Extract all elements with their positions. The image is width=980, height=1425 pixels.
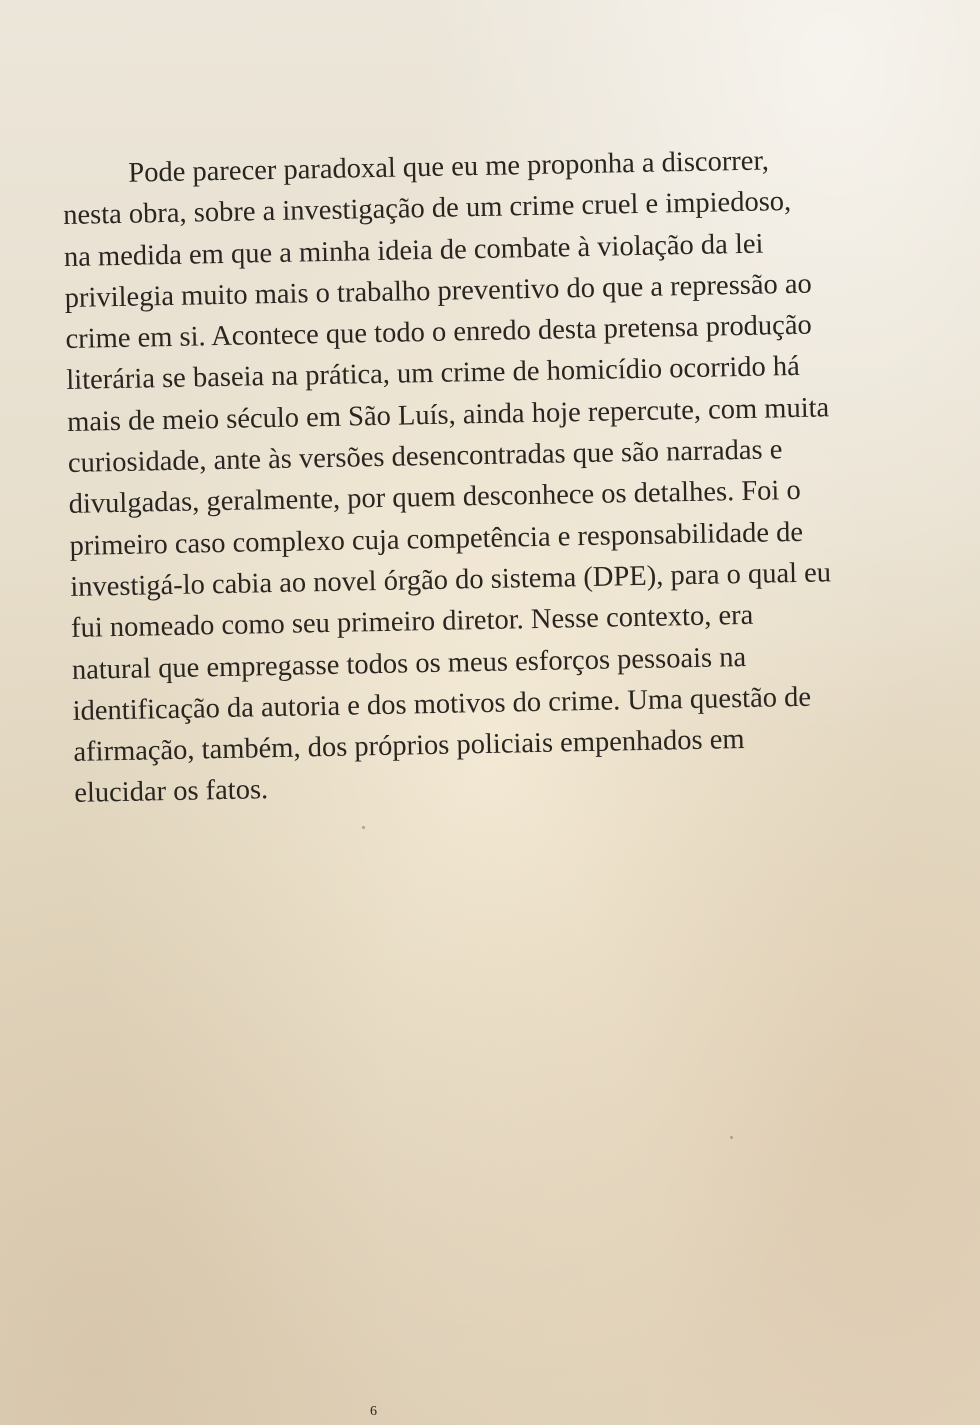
body-paragraph (62, 138, 925, 815)
paragraph-line: primeiro caso complexo cuja competência e responsabilidade de (69, 516, 804, 562)
paragraph-line: privilegia muito mais o trabalho preventivo do que a repressão ao (64, 268, 813, 314)
paragraph-line: na medida em que a minha ideia de combate à violação da lei (63, 228, 764, 273)
paper-speck (730, 1136, 733, 1139)
paragraph-line: identificação da autoria e dos motivos do crime. Uma questão de (72, 681, 812, 727)
page-number: 6 (370, 1404, 377, 1419)
paragraph-line: divulgadas, geralmente, por quem desconhece os detalhes. Foi o (68, 475, 801, 521)
paragraph-line: mais de meio século em São Luís, ainda hoje repercute, com muita (66, 392, 830, 438)
paragraph-line: investigá-lo cabia ao novel órgão do sistema (DPE), para o qual eu (70, 557, 832, 603)
paragraph-line: literária se baseia na prática, um crime de homicídio ocorrido há (66, 351, 801, 397)
paragraph-line: fui nomeado como seu primeiro diretor. Nesse contexto, era (70, 600, 754, 645)
paragraph-line: crime em si. Acontece que todo o enredo desta pretensa produção (65, 309, 812, 356)
paragraph-line: Pode parecer paradoxal que eu me proponha a discorrer, (128, 145, 770, 189)
paragraph-line: curiosidade, ante às versões desencontradas que são narradas e (67, 434, 783, 480)
paragraph-line: afirmação, também, dos próprios policiais empenhados em (73, 724, 745, 769)
paragraph-line: elucidar os fatos. (73, 774, 269, 810)
paragraph-line: natural que empregasse todos os meus esforços pessoais na (71, 641, 747, 686)
paragraph-line: nesta obra, sobre a investigação de um crime cruel e impiedoso, (62, 186, 792, 232)
paper-speck (362, 826, 365, 829)
